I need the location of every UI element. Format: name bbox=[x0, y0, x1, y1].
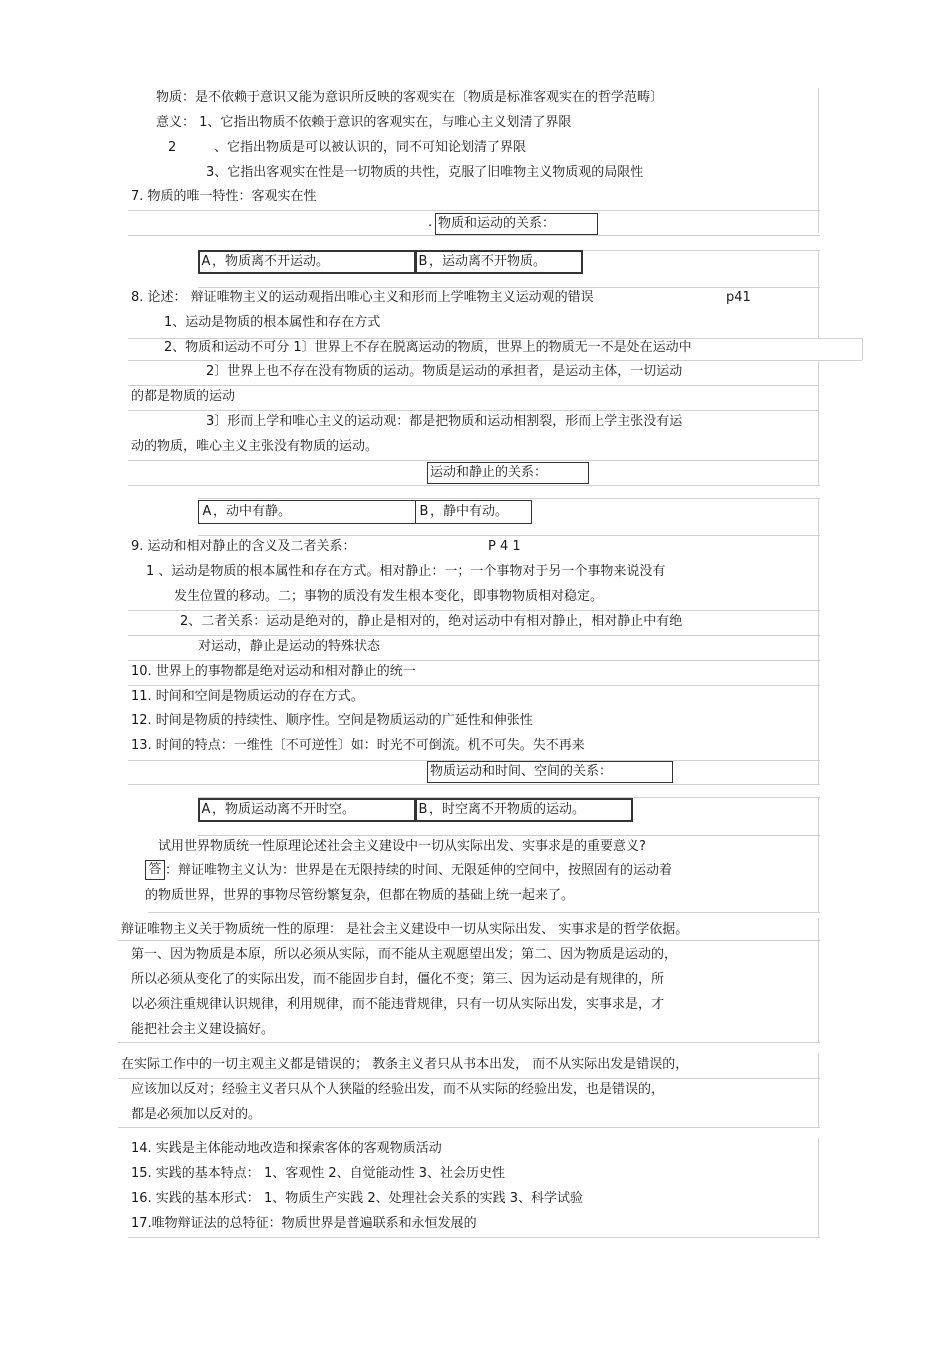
item-heading: 11. 时间和空间是物质运动的存在方式。 bbox=[131, 689, 364, 704]
relation-heading-box: 物质和运动的关系： bbox=[435, 213, 598, 235]
table-rule bbox=[818, 835, 819, 913]
table-rule bbox=[128, 338, 862, 339]
item-heading: 15. 实践的基本特点： 1、客观性 2、自觉能动性 3、社会历史性 bbox=[131, 1166, 506, 1181]
table-rule bbox=[818, 288, 819, 338]
table-rule bbox=[818, 88, 819, 233]
option-text: ，动中有静。 bbox=[213, 504, 292, 519]
item-heading: 17.唯物辩证法的总特征：物质世界是普遍联系和永恒发展的 bbox=[131, 1216, 477, 1231]
body-line: 发生位置的移动。二；事物的质没有发生根本变化，即事物物质相对稳定。 bbox=[174, 589, 604, 604]
table-rule bbox=[198, 498, 820, 499]
relation-heading-box: 运动和静止的关系： bbox=[427, 462, 589, 484]
table-rule bbox=[128, 485, 820, 486]
item-heading: 12. 时间是物质的持续性、顺序性。空间是物质运动的广延性和伸张性 bbox=[131, 713, 533, 728]
option-text: ，物质运动离不开时空。 bbox=[212, 802, 356, 817]
paragraph-line: 能把社会主义建设搞好。 bbox=[131, 1022, 275, 1037]
meaning-line: 3、它指出客观实在性是一切物质的共性，克服了旧唯物主义物质观的局限性 bbox=[206, 165, 644, 180]
table-rule bbox=[128, 610, 820, 611]
question-line: 试用世界物质统一性原理论述社会主义建设中一切从实际出发、实事求是的重要意义? bbox=[158, 839, 646, 854]
option-letter: B bbox=[419, 504, 429, 519]
option-letter: A bbox=[202, 504, 212, 519]
paragraph-line: 以必须注重规律认识规律，利用规律，而不能违背规律，只有一切从实际出发，实事求是，才 bbox=[131, 997, 665, 1012]
table-rule bbox=[818, 250, 819, 288]
body-line: 1、运动是物质的根本属性和存在方式 bbox=[164, 315, 381, 330]
table-rule bbox=[818, 498, 819, 535]
table-rule bbox=[128, 660, 820, 661]
page-ref: p41 bbox=[726, 290, 751, 305]
item-heading: 14. 实践是主体能动地改造和探索客体的客观物质活动 bbox=[131, 1141, 442, 1156]
paragraph-line: 辩证唯物主义关于物质统一性的原理： 是社会主义建设中一切从实际出发、 实事求是的哲学依据。 bbox=[121, 922, 689, 937]
body-line: 2〕世界上也不存在没有物质的运动。物质是运动的承担者，是运动主体，一切运动 bbox=[206, 364, 683, 379]
dot-marker: . bbox=[428, 215, 433, 230]
option-text: ，时空离不开物质的运动。 bbox=[429, 802, 586, 817]
answer-label-box: 答 bbox=[145, 860, 165, 880]
option-letter: B bbox=[418, 802, 428, 817]
table-rule bbox=[128, 635, 820, 636]
item-heading: 16. 实践的基本形式： 1、物质生产实践 2、处理社会关系的实践 3、科学试验 bbox=[131, 1191, 584, 1206]
table-rule bbox=[862, 338, 863, 360]
table-rule bbox=[128, 360, 862, 361]
table-rule bbox=[128, 235, 820, 236]
table-rule bbox=[128, 460, 818, 461]
item-heading: 8. 论述： 辩证唯物主义的运动观指出唯心主义和形而上学唯物主义运动观的错误 bbox=[131, 290, 594, 305]
paragraph-line: 在实际工作中的一切主观主义都是错误的； 教条主义者只从书本出发， 而不从实际出发是错误的， bbox=[121, 1057, 689, 1072]
option-letter: A bbox=[201, 254, 211, 269]
table-rule bbox=[818, 918, 819, 1043]
option-text: ，运动离不开物质。 bbox=[429, 254, 547, 269]
table-rule bbox=[818, 685, 819, 785]
option-letter: B bbox=[418, 254, 428, 269]
table-rule bbox=[118, 940, 820, 941]
relation-option-b bbox=[415, 798, 633, 822]
table-rule bbox=[128, 385, 818, 386]
table-rule bbox=[128, 784, 820, 785]
relation-option-a bbox=[198, 798, 416, 822]
page-ref: P 4 1 bbox=[488, 539, 521, 554]
option-letter: A bbox=[201, 802, 211, 817]
body-line: 1 、运动是物质的根本属性和存在方式。相对静止：一；一个事物对于另一个事物来说没有 bbox=[146, 564, 666, 579]
option-text: ，静中有动。 bbox=[430, 504, 509, 519]
relation-option-a bbox=[198, 500, 416, 524]
item-heading: 13. 时间的特点：一维性〔不可逆性〕如：时光不可倒流。机不可失。失不再来 bbox=[131, 738, 585, 753]
body-line: 对运动，静止是运动的特殊状态 bbox=[198, 639, 381, 654]
definition-line: 物质：是不依赖于意识又能为意识所反映的客观实在〔物质是标准客观实在的哲学范畴〕 bbox=[156, 90, 664, 105]
item-heading: 10. 世界上的事物都是绝对运动和相对静止的统一 bbox=[131, 664, 416, 679]
table-rule bbox=[128, 685, 820, 686]
table-rule bbox=[198, 287, 820, 288]
answer-line: ：辩证唯物主义认为：世界是在无限持续的时间、无限延伸的空间中，按照固有的运动着 bbox=[165, 863, 673, 878]
meaning-line-number: 2 bbox=[168, 140, 177, 155]
meaning-line: 意义： 1、它指出物质不依赖于意识的客观实在，与唯心主义划清了界限 bbox=[156, 115, 572, 130]
relation-heading-box: 物质运动和时间、空间的关系： bbox=[427, 761, 673, 783]
item-heading: 7. 物质的唯一特性：客观实在性 bbox=[131, 189, 317, 204]
table-rule bbox=[818, 1053, 819, 1128]
relation-option-b bbox=[415, 500, 532, 524]
table-rule bbox=[818, 360, 819, 485]
table-rule bbox=[148, 912, 820, 913]
item-heading: 9. 运动和相对静止的含义及二者关系： bbox=[131, 539, 356, 554]
body-line: 的都是物质的运动 bbox=[131, 389, 236, 404]
paragraph-line: 所以必须从变化了的实际出发，而不能固步自封，僵化不变；第三、因为运动是有规律的，所 bbox=[131, 972, 665, 987]
body-line: 2、二者关系：运动是绝对的，静止是相对的，绝对运动中有相对静止，相对静止中有绝 bbox=[180, 614, 683, 629]
table-rule bbox=[128, 210, 820, 211]
table-rule bbox=[818, 1138, 819, 1238]
table-rule bbox=[118, 1042, 820, 1043]
option-text: ，物质离不开运动。 bbox=[212, 254, 330, 269]
table-rule bbox=[118, 1078, 820, 1079]
body-line: 动的物质，唯心主义主张没有物质的运动。 bbox=[131, 439, 379, 454]
relation-option-b bbox=[415, 250, 583, 274]
table-rule bbox=[118, 1127, 820, 1128]
body-line: 3〕形而上学和唯心主义的运动观：都是把物质和运动相割裂，形而上学主张没有运 bbox=[206, 414, 683, 429]
paragraph-line: 都是必须加以反对的。 bbox=[131, 1107, 262, 1122]
meaning-line: 、它指出物质是可以被认识的，同不可知论划清了界限 bbox=[214, 140, 527, 155]
table-rule bbox=[128, 410, 818, 411]
paragraph-line: 第一、因为物质是本原，所以必须从实际，而不能从主观愿望出发；第二、因为物质是运动的， bbox=[131, 947, 678, 962]
paragraph-line: 应该加以反对；经验主义者只从个人狭隘的经验出发，而不从实际的经验出发，也是错误的， bbox=[131, 1082, 665, 1097]
relation-option-a bbox=[198, 250, 416, 274]
answer-line: 的物质世界，世界的事物尽管纷繁复杂，但都在物质的基础上统一起来了。 bbox=[145, 888, 575, 903]
table-rule bbox=[198, 535, 820, 536]
table-rule bbox=[128, 1237, 820, 1238]
table-rule bbox=[198, 835, 820, 836]
body-line: 2、物质和运动不可分 1〕世界上不存在脱离运动的物质，世界上的物质无一不是处在运动中 bbox=[164, 340, 692, 355]
table-rule bbox=[818, 797, 819, 835]
